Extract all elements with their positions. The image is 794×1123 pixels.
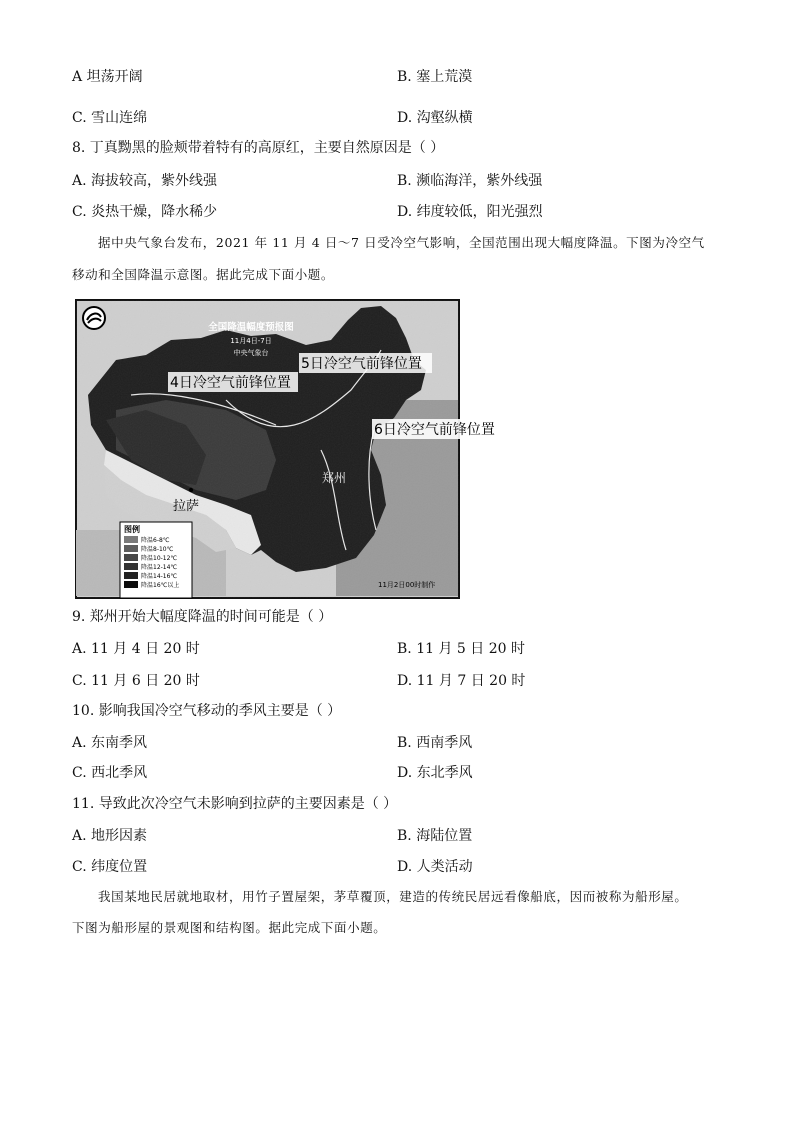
option-text: 纬度位置 [91, 859, 148, 875]
passage-line: 据中央气象台发布，2021 年 11 月 4 日～7 日受冷空气影响，全国范围出现大幅度降温。下图为冷空气 [98, 235, 705, 250]
option-letter: A [72, 69, 83, 85]
option-text: 11 月 4 日 20 时 [91, 641, 200, 657]
q7-option-d [397, 109, 473, 127]
q11-option-a [72, 827, 147, 845]
legend-title: 图例 [124, 525, 140, 534]
q8-option-c [72, 203, 217, 221]
option-letter: D. [397, 859, 413, 875]
passage-boat-house [72, 888, 732, 937]
q7-option-a [72, 68, 143, 86]
option-text: 11 月 5 日 20 时 [416, 641, 525, 657]
q9-option-c [72, 672, 200, 690]
map-legend [120, 522, 192, 598]
q8-option-a [72, 172, 217, 190]
passage-line: 我国某地民居就地取材，用竹子置屋架，茅草覆顶，建造的传统民居远看像船底，因而被称为船形屋。 [98, 889, 688, 904]
option-letter: A. [72, 735, 87, 751]
front-6-label: 6日冷空气前锋位置 [374, 422, 495, 438]
option-letter: A. [72, 828, 87, 844]
option-text: 11 月 7 日 20 时 [416, 673, 526, 689]
q7-option-b [397, 68, 472, 86]
map-org: 中央气象台 [233, 349, 269, 357]
option-text: 海拔较高，紫外线强 [91, 173, 218, 189]
option-text: 11 月 6 日 20 时 [91, 673, 200, 689]
option-text: 地形因素 [91, 828, 148, 844]
option-letter: C. [72, 765, 87, 781]
map-footer: 11月2日00时制作 [378, 581, 436, 589]
q9-option-a [72, 640, 200, 658]
q7-option-c [72, 109, 147, 127]
option-letter: B. [397, 173, 412, 189]
cooling-forecast-map [76, 300, 495, 598]
map-title: 全国降温幅度预报图 [208, 322, 294, 333]
legend-item: 降温8-10℃ [141, 546, 174, 553]
option-letter: D. [397, 673, 413, 689]
passage-line: 移动和全国降温示意图。据此完成下面小题。 [72, 267, 335, 282]
q11-option-b [397, 827, 472, 845]
passage-line: 下图为船形屋的景观图和结构图。据此完成下面小题。 [72, 920, 387, 935]
passage-cold-air [72, 234, 732, 284]
option-text: 西南季风 [416, 735, 473, 751]
q10-stem: 10. 影响我国冷空气移动的季风主要是（ ） [72, 703, 342, 719]
legend-item: 降温10-12℃ [141, 555, 178, 562]
option-letter: D. [397, 204, 413, 220]
q11-option-c [72, 858, 147, 876]
option-text: 坦荡开阔 [86, 69, 143, 85]
q11-stem: 11. 导致此次冷空气未影响到拉萨的主要因素是（ ） [72, 796, 398, 812]
option-letter: C. [72, 204, 87, 220]
city-lhasa: 拉萨 [173, 499, 200, 514]
q8-option-b [397, 172, 542, 190]
option-text: 沟壑纵横 [416, 110, 473, 126]
q8-option-d [397, 203, 543, 221]
option-letter: C. [72, 859, 87, 875]
option-text: 人类活动 [416, 859, 473, 875]
option-text: 海陆位置 [416, 828, 473, 844]
q10-option-d [397, 764, 473, 782]
front-5-label: 5日冷空气前锋位置 [301, 356, 422, 372]
q10-option-a [72, 734, 147, 752]
legend-item: 降温6-8℃ [141, 537, 170, 544]
option-letter: B. [397, 735, 412, 751]
option-text: 濒临海洋，紫外线强 [416, 173, 543, 189]
option-text: 纬度较低，阳光强烈 [416, 204, 543, 220]
q9-option-b [397, 640, 525, 658]
q8-stem: 8. 丁真黝黑的脸颊带着特有的高原红，主要自然原因是（ ） [72, 140, 445, 156]
city-zhengzhou: 郑州 [322, 471, 347, 485]
q10-option-b [397, 734, 472, 752]
map-subtitle: 11月4日-7日 [230, 337, 272, 345]
q9-option-d [397, 672, 525, 690]
option-text: 东南季风 [91, 735, 148, 751]
q10-option-c [72, 764, 147, 782]
option-letter: B. [397, 641, 412, 657]
option-letter: A. [72, 641, 87, 657]
option-letter: C. [72, 110, 87, 126]
option-letter: B. [397, 828, 412, 844]
option-letter: D. [397, 110, 413, 126]
option-text: 炎热干燥，降水稀少 [91, 204, 218, 220]
q9-stem: 9. 郑州开始大幅度降温的时间可能是（ ） [72, 609, 333, 625]
legend-item: 降温12-14℃ [141, 564, 178, 571]
option-text: 西北季风 [91, 765, 148, 781]
legend-item: 降温16℃以上 [141, 582, 180, 589]
option-text: 东北季风 [416, 765, 473, 781]
option-text: 塞上荒漠 [416, 69, 473, 85]
q11-option-d [397, 858, 473, 876]
option-letter: B. [397, 69, 412, 85]
option-letter: C. [72, 673, 87, 689]
option-letter: A. [72, 173, 87, 189]
legend-item: 降温14-16℃ [141, 573, 178, 580]
front-4-label: 4日冷空气前锋位置 [170, 375, 291, 391]
option-text: 雪山连绵 [91, 110, 148, 126]
option-letter: D. [397, 765, 413, 781]
